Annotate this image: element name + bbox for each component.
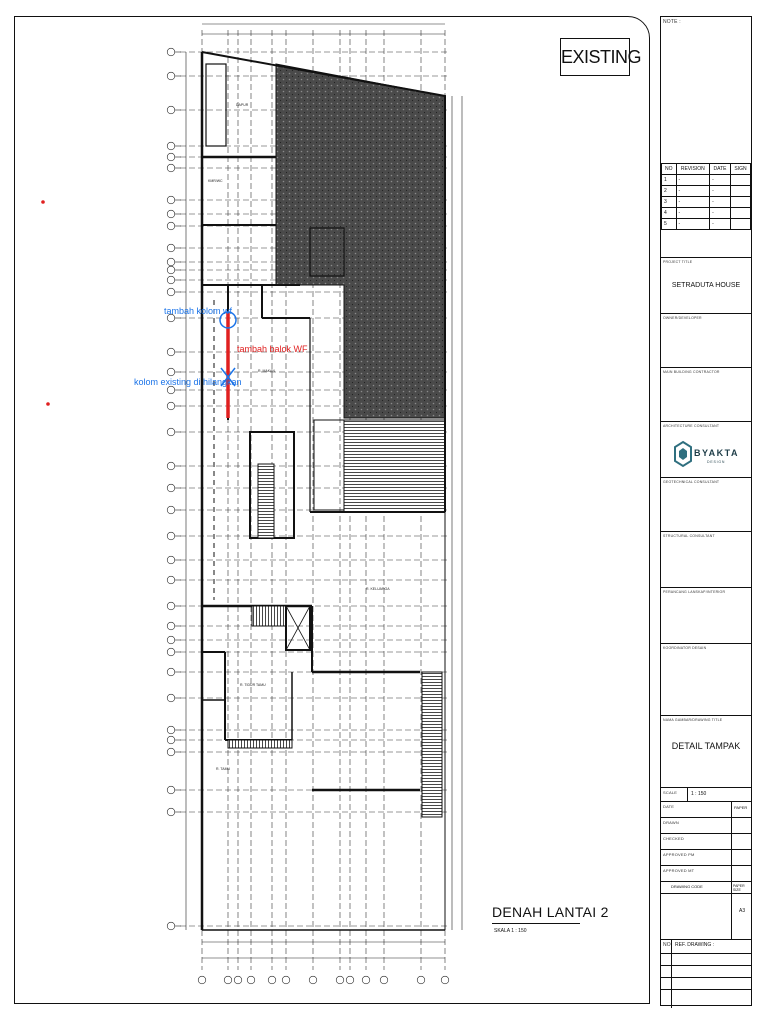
grid-bubble [167, 72, 175, 80]
drawing-title: DETAIL TAMPAK [671, 741, 741, 751]
revision-row [662, 208, 751, 219]
revision-cell: - [710, 197, 731, 208]
grid-bubble [167, 648, 175, 656]
grid-bubble [380, 976, 388, 984]
grid-bubble [167, 428, 175, 436]
brand-sub: DESIGN [707, 460, 726, 464]
project-title-cell: PROJECT TITLE SETRADUTA HOUSE [661, 257, 751, 313]
grid-bubble [167, 348, 175, 356]
grid-bubble [167, 153, 175, 161]
coordinator-cell: KOORDINATOR DESAIN [661, 643, 751, 715]
roof-hatch-area [276, 64, 445, 418]
grid-bubble [167, 244, 175, 252]
roof-line-hatch [344, 420, 445, 512]
project-title: SETRADUTA HOUSE [671, 282, 741, 289]
grid-bubble [224, 976, 232, 984]
plan-title-underline [492, 923, 580, 924]
grid-bubble [167, 402, 175, 410]
grid-bubble [167, 48, 175, 56]
revision-cell: - [710, 208, 731, 219]
revision-cell: - [676, 208, 710, 219]
plan-walls [202, 52, 445, 930]
byakta-logo-icon [661, 438, 753, 472]
plan-scale: SKALA 1 : 150 [494, 928, 527, 934]
revision-cell: - [676, 175, 710, 186]
room-label: KMR/WC [208, 179, 223, 183]
grid-bubble [198, 976, 206, 984]
checked-row: CHECKED [661, 833, 751, 849]
approved-pm-row: APPROVED PM [661, 849, 751, 865]
rev-header-revision: REVISION [676, 164, 710, 175]
paper-size: A3 [739, 908, 746, 914]
revision-cell: 2 [662, 186, 677, 197]
title-block [660, 16, 752, 1006]
grid-bubble [167, 576, 175, 584]
revision-row [662, 197, 751, 208]
grid-bubble [167, 196, 175, 204]
grid-bubble [167, 210, 175, 218]
revision-cell [730, 208, 750, 219]
grid-bubble [167, 222, 175, 230]
grid-bubble [167, 142, 175, 150]
drawing-title-cell: NAMA GAMBAR/DRAWING TITLE [661, 715, 751, 787]
date-row: DATE PAPER [661, 801, 751, 817]
grid-bubble [167, 276, 175, 284]
revision-cell [730, 175, 750, 186]
grid-bubble [167, 668, 175, 676]
room-label: R. KELUARGA [366, 587, 390, 591]
revision-cell: 5 [662, 219, 677, 230]
grid-bubble [167, 484, 175, 492]
grid-bubble [441, 976, 449, 984]
grid-bubble [268, 976, 276, 984]
grid-bubble [167, 266, 175, 274]
room-label: R. TAMU [216, 767, 231, 771]
grid-bubble [167, 602, 175, 610]
drawn-row: DRAWN [661, 817, 751, 833]
grid-bubble [167, 636, 175, 644]
grid-bubble [167, 786, 175, 794]
revision-cell: 4 [662, 208, 677, 219]
landscape-cell: PERANCANG LANSKAP/INTERIOR [661, 587, 751, 643]
plan-title: DENAH LANTAI 2 [492, 904, 609, 920]
grid-bubble [346, 976, 354, 984]
annotation-add-beam: tambah balok WF [237, 344, 308, 354]
grid-bubble [167, 164, 175, 172]
grid-bubble [167, 106, 175, 114]
stair-right-hatch [422, 672, 442, 817]
rev-header-date: DATE [710, 164, 731, 175]
grid-bubble [167, 736, 175, 744]
grid-bubble [167, 506, 175, 514]
ref-drawing-row: NO REF. DRAWING : [661, 939, 751, 953]
annotation-existing-column: kolom existing di hilangkan [134, 377, 242, 387]
revision-cell: 3 [662, 197, 677, 208]
grid-bubble [167, 368, 175, 376]
grid-bubble [167, 532, 175, 540]
contractor-cell: MAIN BUILDING CONTRACTOR [661, 367, 751, 421]
rev-header-no: NO [662, 164, 677, 175]
grid-bubble [167, 726, 175, 734]
grid-bubble [282, 976, 290, 984]
grid-bubble [167, 556, 175, 564]
revision-cell: - [710, 219, 731, 230]
grid-bubble [362, 976, 370, 984]
revision-row [662, 219, 751, 230]
note-label: NOTE : [663, 19, 681, 25]
drawing-code-row: DRAWING CODE PAPER SIZE [661, 881, 751, 893]
grid-bubble [336, 976, 344, 984]
grid-bubble [417, 976, 425, 984]
scale-row: SCALE 1 : 150 [661, 787, 751, 801]
geotech-cell: GEOTECHNICAL CONSULTANT [661, 477, 751, 531]
revision-row [662, 175, 751, 186]
grid-bubble [167, 808, 175, 816]
scale-value: 1 : 150 [691, 791, 707, 797]
grid-bubble [167, 386, 175, 394]
grid-bubble [167, 922, 175, 930]
revision-cell: - [676, 197, 710, 208]
grid-bubble [167, 694, 175, 702]
grid-bubble [167, 258, 175, 266]
grid-bubble [234, 976, 242, 984]
revision-cell: 1 [662, 175, 677, 186]
structure-cell: STRUCTURAL CONSULTANT [661, 531, 751, 587]
grid-bubble [167, 288, 175, 296]
revision-cell: - [710, 175, 731, 186]
grid-bubble [167, 622, 175, 630]
drawing-code-cell [661, 893, 751, 939]
revision-cell [730, 219, 750, 230]
owner-cell: OWNER/DEVELOPER [661, 313, 751, 367]
grid-bubble [167, 748, 175, 756]
revision-cell: - [676, 186, 710, 197]
grid-bubble [309, 976, 317, 984]
revision-cell [730, 197, 750, 208]
grid-bubble [167, 462, 175, 470]
room-label: R. TIDUR TAMU [240, 683, 266, 687]
revision-row [662, 186, 751, 197]
rev-header-sign: SIGN [730, 164, 750, 175]
existing-stamp: EXISTING [560, 38, 630, 76]
revision-cell [730, 186, 750, 197]
room-label: DAPUR [236, 103, 249, 107]
revision-table [661, 163, 751, 230]
architect-cell: ARCHITECTURE CONSULTANT BYAKTA DESIGN [661, 421, 751, 477]
approved-mt-row: APPROVED MT [661, 865, 751, 881]
brand-name: BYAKTA [694, 448, 740, 458]
grid-bubble [247, 976, 255, 984]
revision-cell: - [710, 186, 731, 197]
revision-cell: - [676, 219, 710, 230]
annotation-add-column: tambah kolom wf [164, 306, 233, 316]
room-label: R. MAKAN [258, 369, 275, 373]
